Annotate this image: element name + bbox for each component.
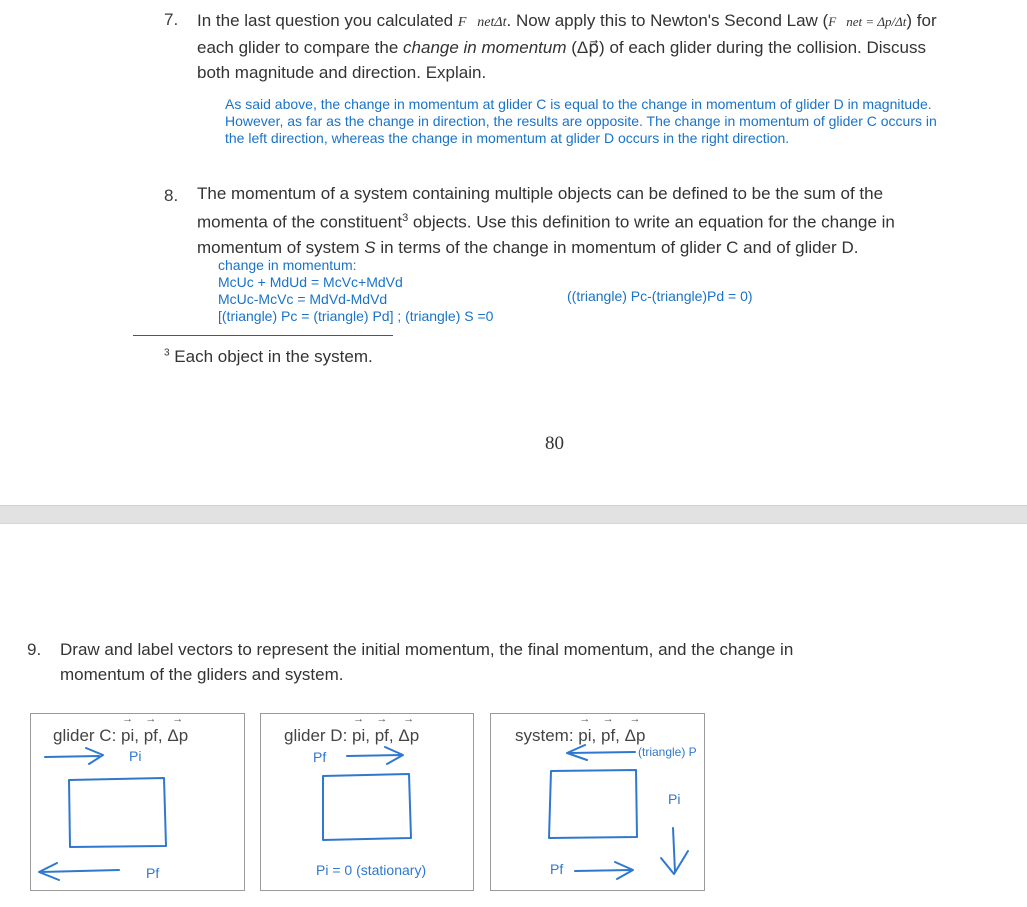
q8-answer-line: change in momentum:	[218, 257, 357, 273]
system-square	[549, 770, 637, 838]
footnote-rule	[133, 335, 393, 336]
system-label-delta-p: (triangle) P	[638, 745, 697, 759]
q9-number: 9.	[27, 640, 42, 659]
system-sketch	[491, 714, 704, 890]
q8-answer-line: [(triangle) Pc = (triangle) Pd] ; (triangle) S =0	[218, 308, 494, 324]
glider-d-title: glider D: → pi, → pf, → Δp	[284, 726, 419, 746]
q8-number: 8.	[164, 186, 179, 205]
fnet-dt-formula: F⃗netΔt	[457, 15, 507, 30]
glider-d-square	[323, 774, 411, 840]
q7-line-3: both magnitude and direction. Explain.	[197, 63, 487, 82]
system-box	[490, 713, 705, 891]
glider-c-square	[69, 778, 166, 847]
q9-line-2: momentum of the gliders and system.	[60, 665, 344, 684]
q8-line-1: The momentum of a system containing multiple objects can be defined to be the sum of the	[197, 184, 884, 203]
q7-line-1: In the last question you calculated F⃗netΔt. Now apply this to Newton's Second Law (F⃗net = Δp/Δt) for	[197, 11, 937, 30]
system-title: system: → pi, → pf, → Δp	[515, 726, 645, 746]
glider-d-label-pf: Pf	[313, 749, 327, 765]
newton-formula: F⃗net = Δp/Δt	[828, 14, 907, 29]
pi-down-arrow	[661, 828, 688, 874]
q9-line-1: Draw and label vectors to represent the initial momentum, the final momentum, and the change in	[60, 640, 794, 659]
system-label-pi: Pi	[668, 791, 681, 807]
q7-answer-line: However, as far as the change in direction, the results are opposite. The change in momentum of glider C occurs in	[225, 113, 937, 129]
q8-side-answer: ((triangle) Pc-(triangle)Pd = 0)	[567, 288, 753, 304]
q8-answer-line: McUc + MdUd = McVc+MdVd	[218, 274, 403, 290]
glider-c-sketch	[31, 714, 244, 890]
pf-right-arrow	[575, 862, 633, 879]
glider-c-label-pf: Pf	[146, 865, 160, 881]
q8-answer-line: McUc-McVc = MdVd-MdVd	[218, 291, 388, 307]
q7-answer-line: the left direction, whereas the change in momentum at glider D occurs in the right direction.	[225, 130, 790, 146]
glider-c-box	[30, 713, 245, 891]
glider-d-box	[260, 713, 474, 891]
glider-c-title: glider C: → pi, → pf, → Δp	[53, 726, 188, 746]
glider-c-label-pi: Pi	[129, 748, 142, 764]
q7-line-2: each glider to compare the change in momentum (Δp⃗) of each glider during the collision. Discuss	[197, 38, 926, 57]
q9-text	[60, 637, 960, 687]
page-number: 80	[545, 433, 564, 454]
system-label-pf: Pf	[550, 861, 564, 877]
q8-line-3: momentum of system S in terms of the change in momentum of glider C and of glider D.	[197, 237, 859, 257]
delta-p-left-arrow	[567, 745, 635, 760]
pf-right-arrow	[347, 747, 403, 764]
glider-d-sketch	[261, 714, 473, 890]
pf-left-arrow	[39, 863, 119, 880]
q7-number: 7.	[164, 10, 179, 29]
glider-d-label-pi: Pi = 0 (stationary)	[316, 862, 427, 878]
page-divider	[0, 505, 1027, 524]
footnote: $^3$ Each object in the system.	[164, 347, 373, 366]
q8-line-2: momenta of the constituent$^3$ objects. Use this definition to write an equation for the change in	[197, 212, 895, 232]
q8-answer	[218, 257, 558, 325]
q7-text	[197, 8, 997, 85]
q8-text	[197, 181, 982, 260]
q7-answer	[225, 96, 1020, 147]
q7-answer-line: As said above, the change in momentum at glider C is equal to the change in momentum of glider D in magnitude.	[225, 96, 932, 112]
pi-right-arrow	[45, 748, 103, 764]
